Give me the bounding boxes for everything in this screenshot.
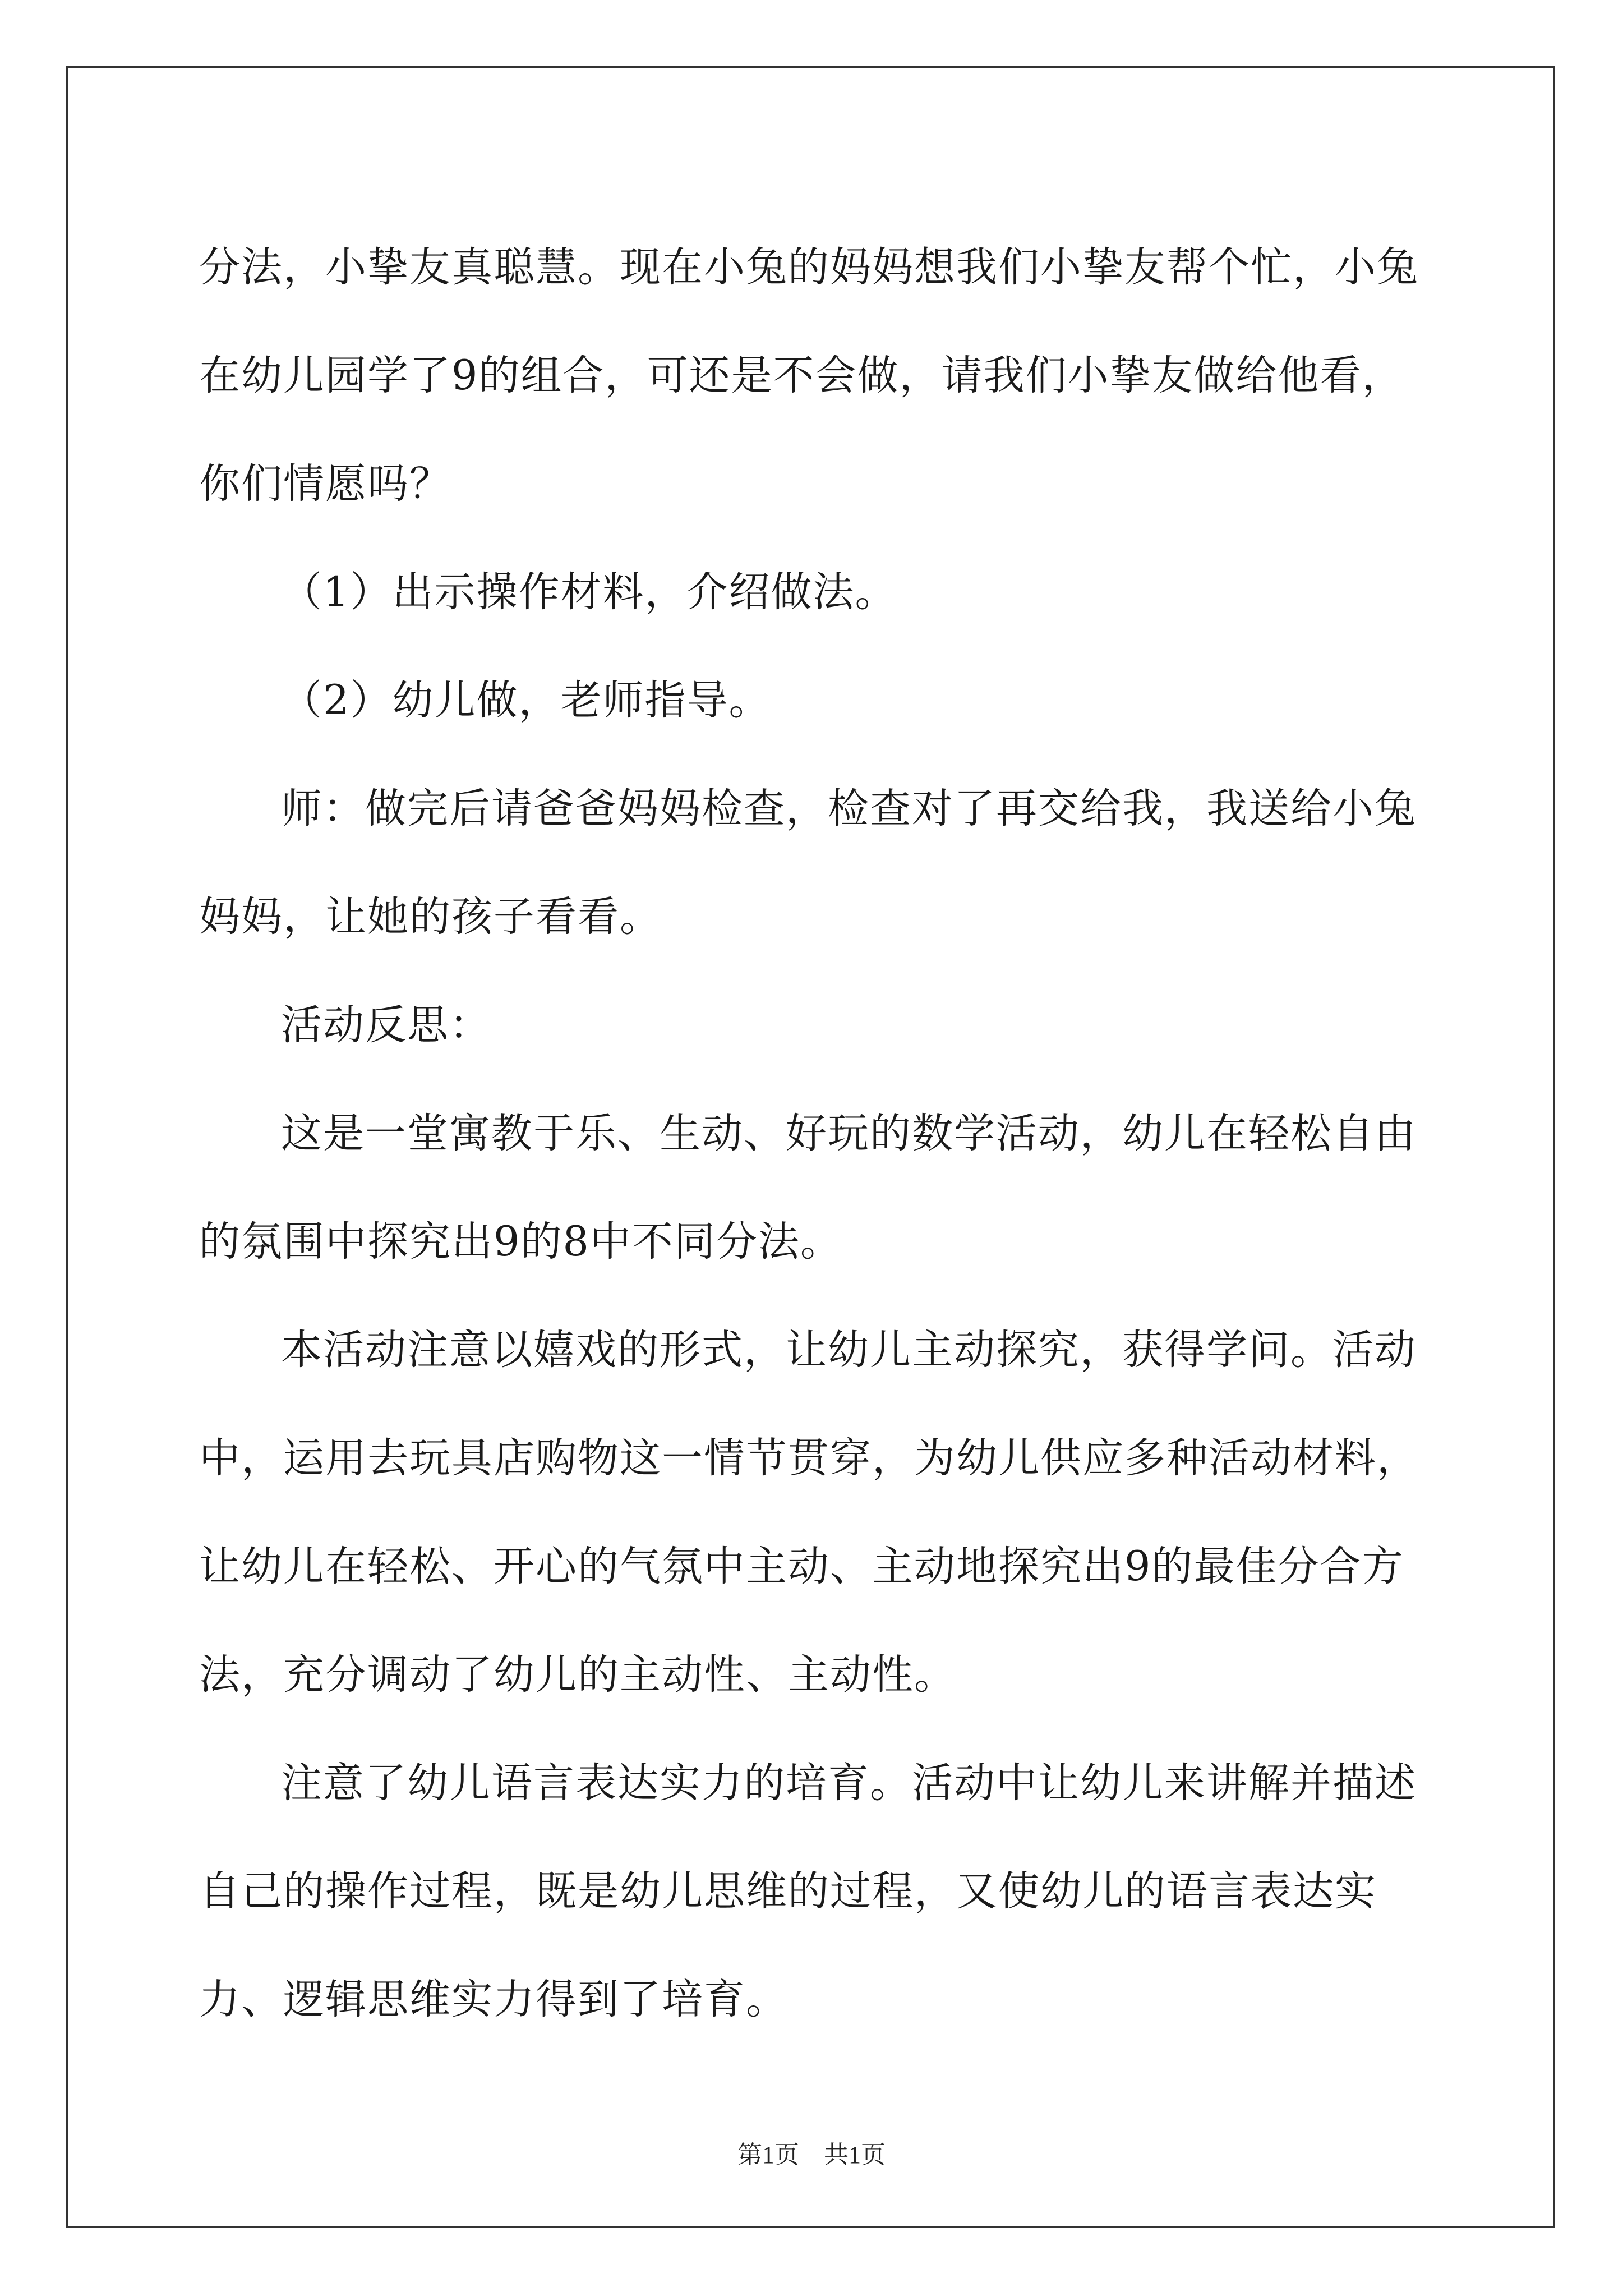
paragraph-8: 注意了幼儿语言表达实力的培育。活动中让幼儿来讲解并描述自己的操作过程，既是幼儿思维的过程，又使幼儿的语言表达实力、逻辑思维实力得到了培育。 [199, 1759, 1417, 2023]
paragraph-3: （2）幼儿做，老师指导。 [281, 677, 771, 724]
paragraph-4: 师：做完后请爸爸妈妈检查，检查对了再交给我，我送给小兔妈妈，让她的孩子看看。 [199, 785, 1417, 941]
document-body [199, 213, 1433, 2054]
paragraph-6: 这是一堂寓教于乐、生动、好玩的数学活动，幼儿在轻松自由的氛围中探究出9的8中不同分法。 [199, 1110, 1417, 1266]
paragraph-2: （1）出示操作材料，介绍做法。 [281, 568, 897, 616]
paragraph-7: 本活动注意以嬉戏的形式，让幼儿主动探究，获得学问。活动中，运用去玩具店购物这一情节贯穿，为幼儿供应多种活动材料，让幼儿在轻松、开心的气氛中主动、主动地探究出9的最佳分合方法，充分调动了幼儿的主动性、主动性。 [199, 1326, 1419, 1699]
page-footer: 第1页 共1页 [737, 2141, 886, 2169]
paragraph-5: 活动反思： [281, 1001, 491, 1049]
paragraph-1: 分法，小挚友真聪慧。现在小兔的妈妈想我们小挚友帮个忙，小兔在幼儿园学了9的组合，可还是不会做，请我们小挚友做给他看，你们情愿吗？ [199, 243, 1419, 508]
